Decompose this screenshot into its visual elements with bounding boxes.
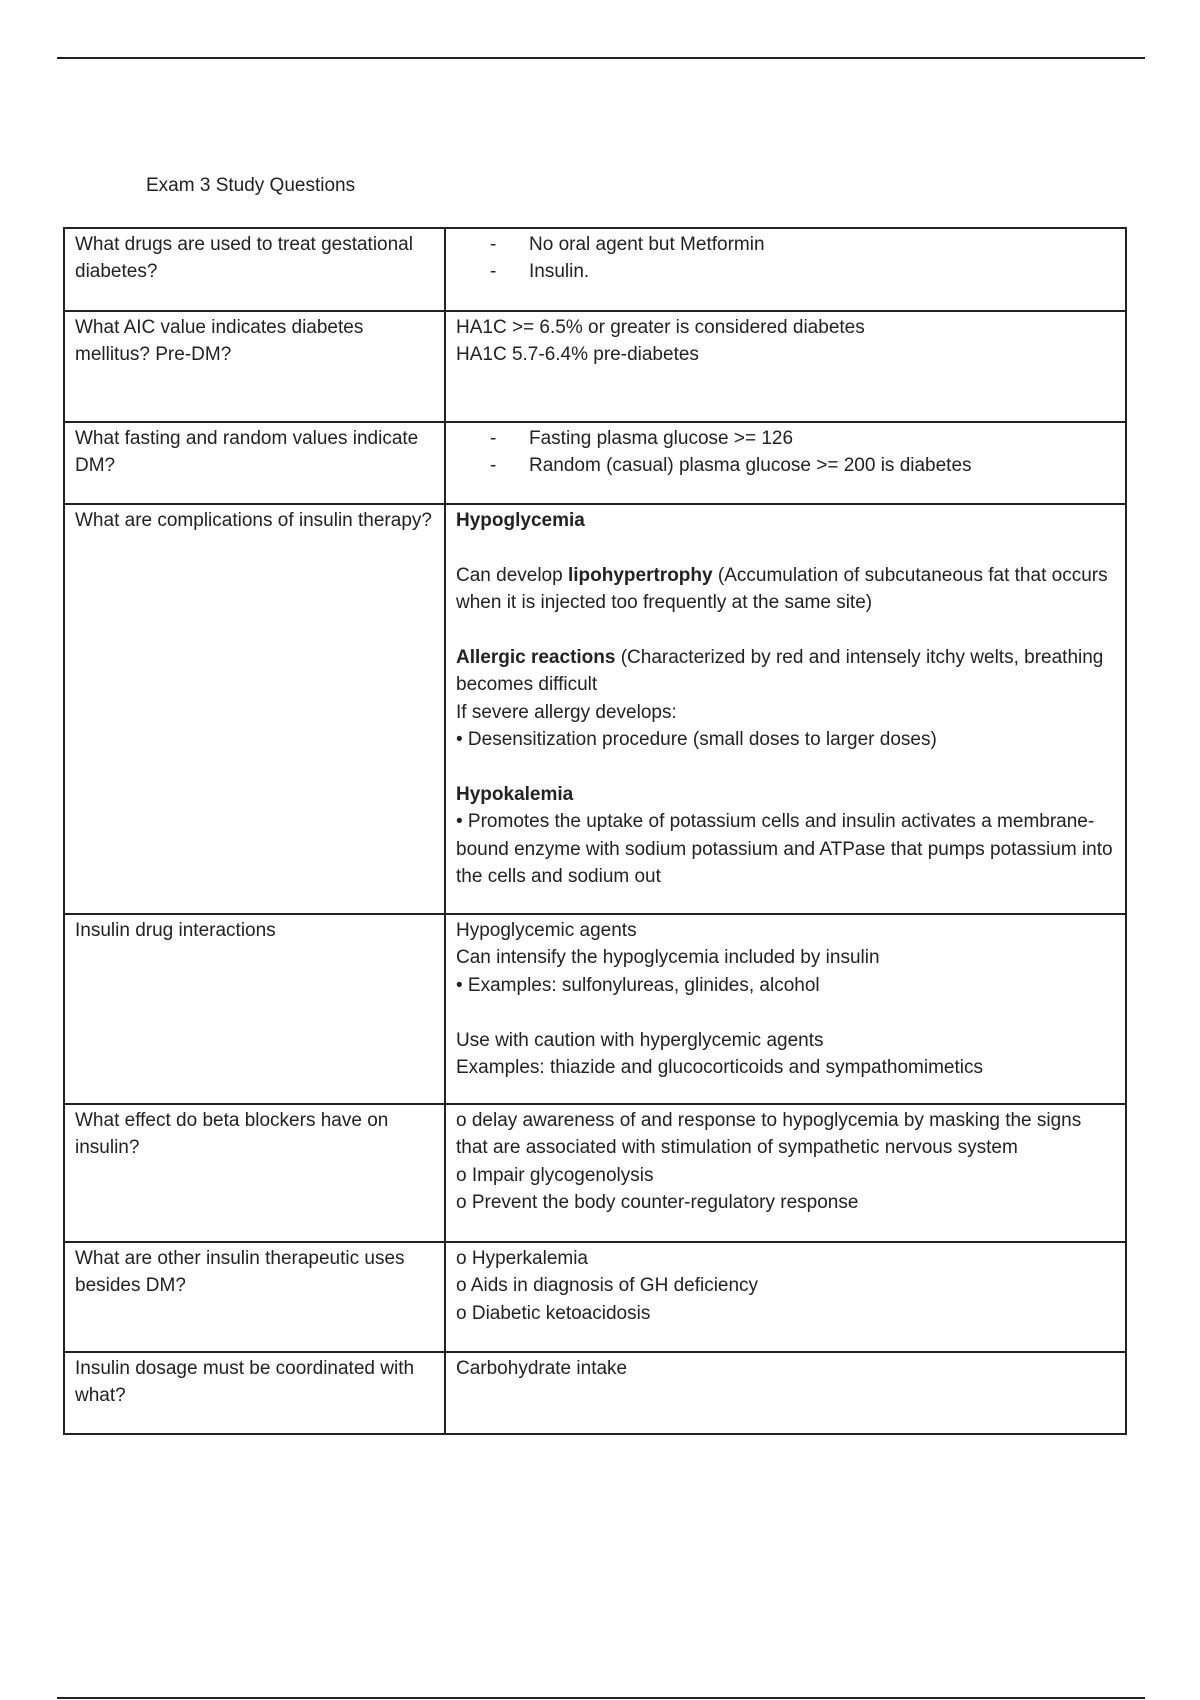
question-cell: What are other insulin therapeutic uses besides DM?: [64, 1242, 445, 1352]
question-cell: Insulin drug interactions: [64, 914, 445, 1104]
list-item-text: Random (casual) plasma glucose >= 200 is diabetes: [529, 455, 972, 477]
answer-line: • Examples: sulfonylureas, glinides, alcohol: [456, 974, 820, 996]
list-item: [456, 258, 1117, 285]
spacer: [456, 534, 1117, 561]
answer-line: Hypoglycemic agents: [456, 920, 637, 941]
table-row: [64, 504, 1126, 914]
answer-line: o Prevent the body counter-regulatory response: [456, 1192, 859, 1214]
answer-cell: [445, 311, 1126, 422]
answer-line: If severe allergy develops:: [456, 701, 677, 723]
answer-line: Examples: thiazide and glucocorticoids and sympathomimetics: [456, 1057, 983, 1079]
header-rule: [57, 57, 1145, 59]
spacer: [456, 617, 1117, 644]
answer-line: [456, 507, 1117, 534]
table-row: [64, 422, 1126, 504]
heading-hypokalemia: Hypokalemia: [456, 784, 574, 806]
table-row: [64, 311, 1126, 422]
question-cell: What are complications of insulin therapy?: [64, 504, 445, 914]
question-cell: What fasting and random values indicate DM?: [64, 422, 445, 504]
answer-line: o Hyperkalemia: [456, 1248, 588, 1269]
list-item-text: No oral agent but Metformin: [529, 234, 765, 255]
question-cell: What AIC value indicates diabetes mellitus? Pre-DM?: [64, 311, 445, 422]
table-row: [64, 1352, 1126, 1434]
dash-marker: -: [490, 234, 497, 255]
answer-list: [456, 231, 1117, 286]
list-item: [456, 231, 1117, 258]
answer-line: o Aids in diagnosis of GH deficiency: [456, 1275, 759, 1297]
answer-cell: [445, 422, 1126, 504]
answer-line: • Desensitization procedure (small doses to larger doses): [456, 729, 937, 751]
spacer: [456, 999, 1117, 1026]
answer-cell: [445, 228, 1126, 311]
lipo-prefix: Can develop: [456, 564, 568, 586]
answer-cell: [445, 914, 1126, 1104]
question-cell: What drugs are used to treat gestational diabetes?: [64, 228, 445, 311]
lipo-description: (Accumulation of subcutaneous fat that occurs when it is injected too frequently at the same site): [456, 564, 1108, 614]
spacer: [456, 754, 1117, 781]
answer-line: [456, 562, 1117, 617]
answer-cell: [445, 1242, 1126, 1352]
answer-line: Carbohydrate intake: [456, 1358, 628, 1379]
answer-cell: [445, 504, 1126, 914]
answer-line: [456, 781, 1117, 808]
answer-line: o Impair glycogenolysis: [456, 1164, 654, 1186]
answer-line: o Diabetic ketoacidosis: [456, 1302, 651, 1324]
question-cell: Insulin dosage must be coordinated with what?: [64, 1352, 445, 1434]
question-cell: What effect do beta blockers have on insulin?: [64, 1104, 445, 1242]
table-row: [64, 914, 1126, 1104]
list-item-text: Fasting plasma glucose >= 126: [529, 428, 794, 449]
allergic-description: (Characterized by red and intensely itchy welts, breathing becomes difficult: [456, 647, 1104, 696]
answer-list: [456, 425, 1117, 480]
answer-line: HA1C 5.7-6.4% pre-diabetes: [456, 344, 699, 366]
page-title: Exam 3 Study Questions: [146, 175, 356, 196]
heading-hypoglycemia: Hypoglycemia: [456, 510, 585, 531]
table-row: [64, 1104, 1126, 1242]
answer-line: [456, 644, 1117, 699]
answer-line: • Promotes the uptake of potassium cells and insulin activates a membrane-bound enzyme with sodium potassium and ATPase that pumps potassium into the cells and sodium out: [456, 811, 1113, 888]
footer-rule: [57, 1697, 1145, 1699]
lipo-term: lipohypertrophy: [567, 564, 713, 586]
dash-marker: -: [490, 455, 497, 477]
list-item-text: Insulin.: [529, 261, 590, 283]
dash-marker: -: [490, 261, 497, 283]
table-row: [64, 1242, 1126, 1352]
study-table: [63, 227, 1127, 1435]
answer-cell: [445, 1352, 1126, 1434]
allergic-term: Allergic reactions: [456, 647, 616, 668]
list-item: [456, 425, 1117, 452]
answer-line: o delay awareness of and response to hypoglycemia by masking the signs that are associated with stimulation of sympathetic nervous system: [456, 1110, 1082, 1159]
answer-line: Can intensify the hypoglycemia included by insulin: [456, 947, 880, 969]
dash-marker: -: [490, 428, 497, 449]
answer-cell: [445, 1104, 1126, 1242]
list-item: [456, 452, 1117, 479]
table-row: [64, 228, 1126, 311]
answer-line: HA1C >= 6.5% or greater is considered diabetes: [456, 317, 865, 338]
answer-line: Use with caution with hyperglycemic agents: [456, 1029, 824, 1051]
